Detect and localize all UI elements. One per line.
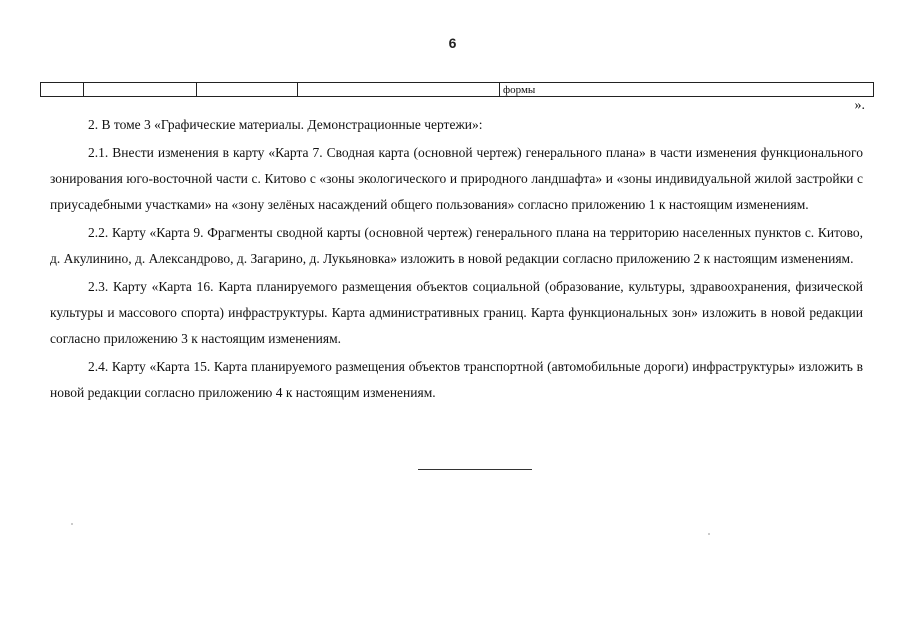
paragraph-item-2-1: 2.1. Внести изменения в карту «Карта 7. Сводная карта (основной чертеж) генерального плана» в части изменения функционального зонирования юго-восточной части с. Китово с «зоны экологического и природного ландшафта» и «зоны индивидуальной жилой застройки с приусадебными участками» на «зону зелёных насаждений общего пользования» согласно приложению 1 к настоящим изменениям. — [50, 145, 863, 212]
scan-speck — [708, 533, 710, 535]
table-cell-forms: формы — [500, 83, 874, 97]
paragraph-item-2-4: 2.4. Карту «Карта 15. Карта планируемого размещения объектов транспортной (автомобильные дороги) инфраструктуры» изложить в новой редакции согласно приложению 4 к настоящим изменениям. — [50, 359, 863, 400]
table-cell — [41, 83, 84, 97]
table-row — [41, 83, 874, 97]
paragraph-item-2-2: 2.2. Карту «Карта 9. Фрагменты сводной карты (основной чертеж) генерального плана на территорию населенных пунктов с. Китово, д. Акулинино, д. Александрово, д. Загарино, д. Лукьяновка» изложить в новой редакции согласно приложению 2 к настоящим изменениям. — [50, 225, 863, 266]
scan-speck — [71, 523, 73, 525]
document-body — [50, 112, 863, 408]
table-cell — [298, 83, 500, 97]
page-number: 6 — [448, 35, 457, 51]
table-fragment — [40, 82, 874, 97]
table-cell — [84, 83, 197, 97]
table-cell — [197, 83, 298, 97]
end-separator-line — [418, 469, 532, 470]
closing-quote-mark: ». — [854, 98, 865, 113]
paragraph-item-2-3: 2.3. Карту «Карта 16. Карта планируемого размещения объектов социальной (образование, культуры, здравоохранения, физической культуры и массового спорта) инфраструктуры. Карта административных границ. Карта функциональных зон» изложить в новой редакции согласно приложению 3 к настоящим изменениям. — [50, 279, 863, 346]
paragraph-item-2: 2. В томе 3 «Графические материалы. Демонстрационные чертежи»: — [88, 117, 483, 132]
